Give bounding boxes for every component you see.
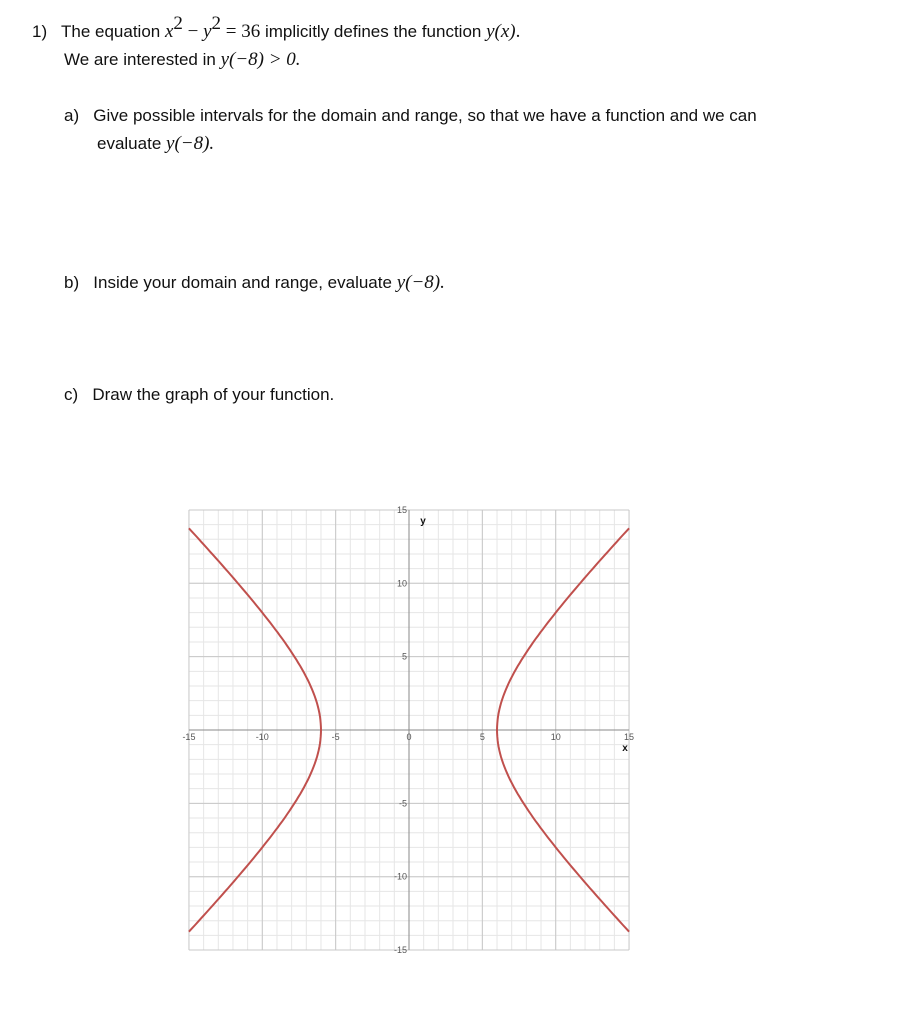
x-axis-label: x [622, 743, 628, 754]
part-c-line [64, 384, 334, 406]
part-b-expression: y(−8). [396, 272, 445, 293]
part-a-label: a) [64, 106, 80, 125]
y-tick-label: 10 [396, 578, 407, 589]
x-tick-label: 10 [550, 732, 561, 742]
problem-intro-text-2: implicitly defines the function [264, 22, 482, 41]
problem-line-2 [64, 49, 301, 71]
x-tick-label: 0 [406, 732, 412, 742]
part-a-line-2 [97, 133, 214, 155]
interest-expression: y(−8) > 0. [220, 49, 301, 70]
equation-x: x [164, 21, 174, 42]
part-b-label: b) [64, 273, 80, 292]
interest-text: We are interested in [64, 50, 216, 69]
part-c-label: c) [64, 385, 79, 404]
part-a-line-1 [64, 105, 757, 127]
part-a-expression: y(−8). [166, 133, 215, 154]
y-tick-label: -10 [393, 871, 407, 882]
x-tick-label: -5 [331, 732, 340, 742]
problem-intro-text: The equation [61, 22, 161, 41]
x-tick-label: 5 [479, 732, 485, 742]
equation-exp-2: 2 [211, 13, 222, 34]
part-b-line [64, 272, 445, 294]
y-tick-label: 5 [401, 651, 407, 662]
x-tick-label: -10 [255, 732, 269, 742]
part-b-text: Inside your domain and range, evaluate [93, 273, 392, 292]
problem-number: 1) [32, 22, 48, 41]
equation-y: y [203, 21, 212, 42]
y-tick-label: -5 [398, 798, 407, 809]
part-c-text: Draw the graph of your function. [92, 385, 335, 404]
y-tick-label: 15 [396, 504, 407, 515]
x-tick-label: 15 [624, 732, 635, 742]
problem-line-1 [32, 13, 521, 43]
equation-minus: − [187, 21, 199, 42]
equation-rhs: = 36 [225, 21, 261, 42]
hyperbola-graph [176, 498, 656, 968]
x-tick-label: -15 [182, 732, 196, 742]
part-a-text-1: Give possible intervals for the domain and range, so that we have a function and we can [93, 106, 757, 125]
period: . [515, 21, 521, 42]
y-tick-label: -15 [393, 945, 407, 956]
equation-exp-1: 2 [173, 13, 183, 34]
part-a-text-2: evaluate [97, 134, 162, 153]
y-axis-label: y [420, 515, 426, 527]
function-expression: y(x) [486, 21, 516, 42]
